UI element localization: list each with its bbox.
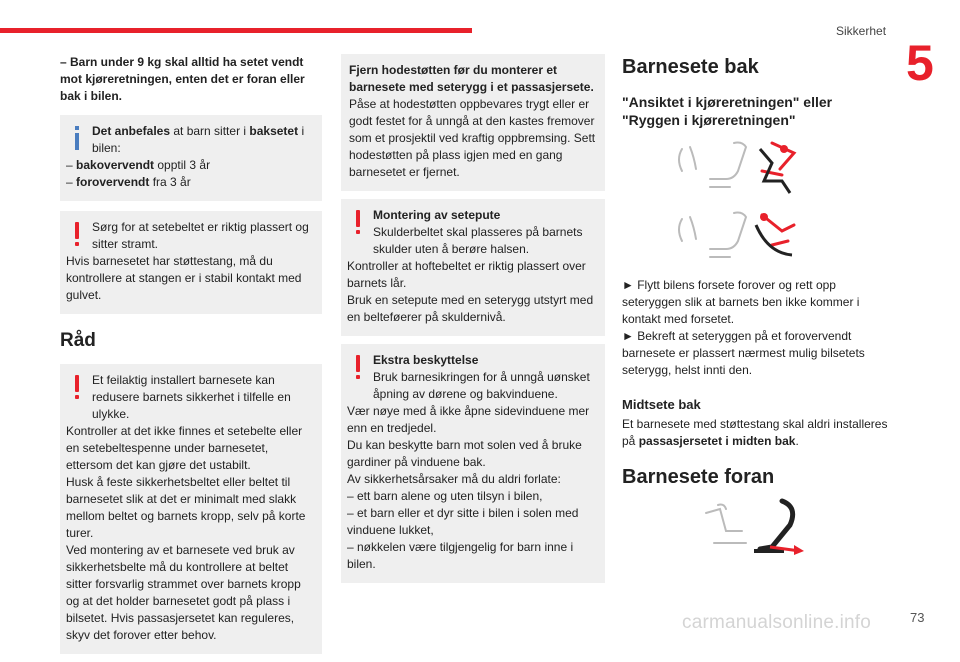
- info-line-3: – forovervendt fra 3 år: [66, 175, 191, 189]
- extra-line-3: Du kan beskytte barn mot solen ved å bruke gardiner på vinduene bak.: [347, 438, 582, 469]
- section-name: Sikkerhet: [836, 24, 887, 38]
- instruction-step-1: ► Flytt bilens forsete forover og rett opp seteryggen slik at barnets ben ikke kommer i kontakt med forsetet.: [622, 278, 860, 326]
- extra-line-7: – nøkkelen være tilgjengelig for barn inne i bilen.: [347, 540, 574, 571]
- alert-box-belt: [60, 211, 322, 314]
- alert-box-extra-protection: [341, 344, 605, 583]
- booster-line-2: Kontroller at hoftebeltet er riktig plassert over barnets lår.: [347, 259, 586, 290]
- alert-box-booster: [341, 199, 605, 336]
- booster-title: Montering av setepute: [373, 208, 501, 222]
- heading-barnesete-bak: Barnesete bak: [622, 56, 759, 78]
- top-accent-bar: [0, 28, 472, 33]
- warning-icon: [70, 222, 84, 248]
- watermark: carmanualsonline.info: [682, 612, 872, 633]
- rear-seat-illustration: [622, 135, 890, 271]
- extra-line-5: – ett barn alene og uten tilsyn i bilen,: [347, 489, 543, 503]
- alert-belt-line-2: Hvis barnesetet har støttestang, må du kontrollere at stangen er i stabil kontakt med gulvet.: [66, 254, 302, 302]
- rear-seat-icon: [622, 135, 890, 271]
- warning-icon: [70, 375, 84, 401]
- warning-icon: [351, 210, 365, 236]
- info-box-recommendation: [60, 115, 322, 201]
- column-middle: [341, 54, 605, 591]
- subheading-direction: "Ansiktet i kjøreretningen" eller "Ryggen i kjøreretningen": [622, 94, 833, 128]
- column-right: [622, 54, 890, 565]
- headrest-text: Påse at hodestøtten oppbevares trygt eller er godt festet for å unngå at den kastes fremover som et prosjektil ved kraftig oppbremsing. Sett hodestøtten på plass igjen med en gang barnesetet er fjernet.: [349, 97, 596, 179]
- midtsete-text: Et barnesete med støttestang skal aldri installeres på passasjersetet i midten bak.: [622, 417, 888, 448]
- booster-line-3: Bruk en setepute med en seterygg utstyrt med en belteføerer på skuldernivå.: [347, 293, 594, 324]
- alert-install-line-2: Kontroller at det ikke finnes et setebelte eller en setebeltespenne under barnesetet, ettersom det kan gjøre det ustabilt.: [66, 424, 303, 472]
- heading-midtsete-bak: Midtsete bak: [622, 397, 701, 412]
- headrest-bold-text: Fjern hodestøtten før du monterer et barnesete med seterygg i et passasjersete.: [349, 63, 594, 94]
- instruction-step-2: ► Bekreft at seteryggen på et forovervendt barnesete er plassert nærmest mulig bilsetets seterygg, helst innti den.: [622, 329, 865, 377]
- page-number: 73: [910, 610, 925, 625]
- alert-box-installation: [60, 364, 322, 654]
- extra-title: Ekstra beskyttelse: [373, 353, 479, 367]
- alert-belt-line-1: Sørg for at setebeltet er riktig plassert og sitter stramt.: [92, 220, 309, 251]
- warning-icon: [351, 355, 365, 381]
- column-left: [60, 54, 322, 662]
- front-seat-icon: [622, 495, 890, 565]
- alert-install-line-3: Husk å feste sikkerhetsbeltet eller beltet til barnesetet slik at det er minimalt med slakk mellom beltet og barnets kropp, selv på korte turer.: [66, 475, 306, 540]
- extra-line-2: Vær nøye med å ikke åpne sidevinduene mer enn en tredjedel.: [347, 404, 590, 435]
- heading-barnesete-foran: Barnesete foran: [622, 466, 775, 488]
- extra-line-1: Bruk barnesikringen for å unngå uønsket åpning av dørene og bakvinduene.: [373, 370, 590, 401]
- info-icon: [70, 126, 84, 152]
- extra-line-6: – et barn eller et dyr sitte i bilen i solen med vinduene lukket,: [347, 506, 579, 537]
- info-line-1: Det anbefales at barn sitter i baksetet i bilen:: [92, 124, 305, 155]
- booster-line-1: Skulderbeltet skal plasseres på barnets skulder uten å berøre halsen.: [373, 225, 583, 256]
- heading-rad: Råd: [60, 330, 96, 351]
- alert-install-line-4: Ved montering av et barnesete ved bruk av sikkerhetsbelte må du kontrollere at beltet sitter forsvarlig strammet over barnets kropp og at det holder barnesetet godt på plass i bilsetet. Hvis passasjersetet kan reguleres, skyv det forover etter behov.: [66, 543, 301, 642]
- chapter-number: 5: [906, 35, 934, 91]
- extra-line-4: Av sikkerhetsårsaker må du aldri forlate:: [347, 472, 561, 486]
- front-seat-illustration: [622, 495, 890, 565]
- box-headrest: [341, 54, 605, 191]
- intro-warning-text: – Barn under 9 kg skal alltid ha setet vendt mot kjøreretningen, enten det er foran eller bak i bilen.: [60, 55, 305, 103]
- alert-install-line-1: Et feilaktig installert barnesete kan redusere barnets sikkerhet i tilfelle en ulykke.: [92, 373, 291, 421]
- info-line-2: – bakovervendt opptil 3 år: [66, 158, 211, 172]
